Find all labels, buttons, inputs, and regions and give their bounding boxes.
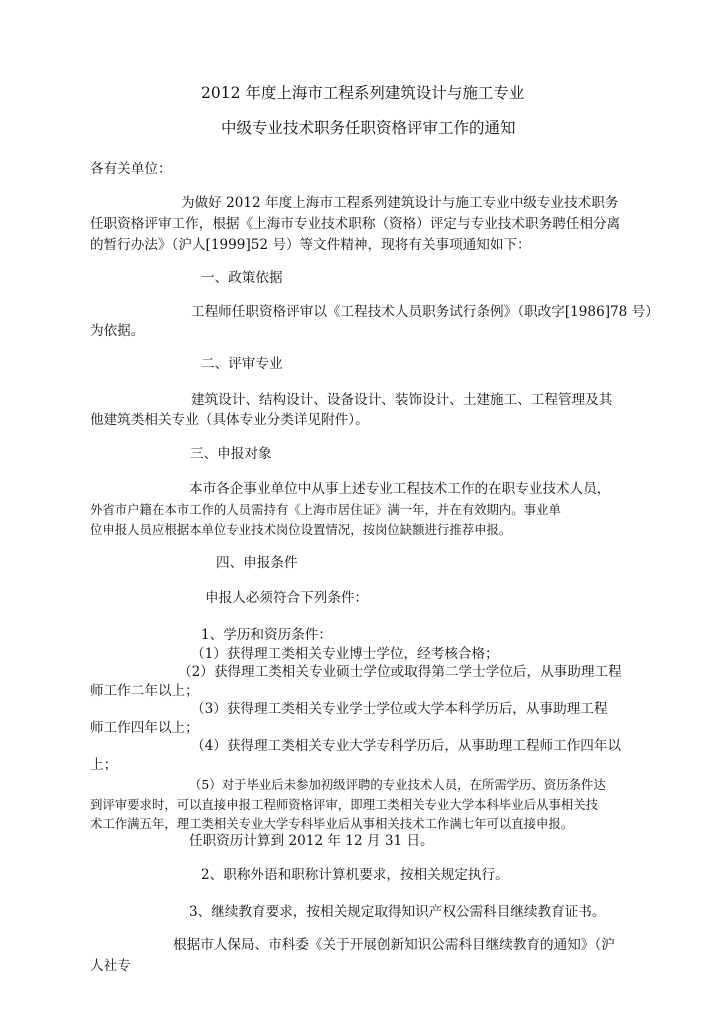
salutation: 各有关单位： [90, 161, 172, 177]
section-text: 本市各企事业单位中从事上述专业工程技术工作的在职专业技术人员， [189, 481, 611, 497]
deadline-note: 任职资历计算到 2012 年 12 月 31 日。 [189, 833, 434, 849]
condition-item: 到评审要求时，可以直接申报工程师资格评审，即理工类相关专业大学本科毕业后从事相关技 [90, 797, 599, 812]
condition-item: （5）对于毕业后未参加初级评聘的专业技术人员，在所需学历、资历条件达 [189, 777, 606, 792]
section-text: 位申报人员应根据本单位专业技术岗位设置情况，按岗位缺额进行推荐申报。 [90, 522, 512, 537]
section-heading-policy: 一、政策依据 [201, 270, 283, 286]
basis-text: 人社专 [90, 958, 131, 974]
section-text: 建筑设计、结构设计、设备设计、装饰设计、土建施工、工程管理及其 [191, 392, 613, 408]
section-heading-specialty: 二、评审专业 [201, 356, 283, 372]
condition-item: （2）获得理工类相关专业硕士学位或取得第二学士学位后，从事助理工程 [178, 664, 622, 680]
subsection-language: 2、职称外语和职称计算机要求，按相关规定执行。 [201, 867, 509, 883]
condition-item: （3）获得理工类相关专业学士学位或大学本科学历后，从事助理工程 [191, 701, 608, 717]
condition-item: 术工作满五年，理工类相关专业大学专科毕业后从事相关技术工作满七年可以直接申报。 [90, 816, 574, 831]
basis-text: 根据市人保局、市科委《关于开展创新知识公需科目继续教育的通知》（沪 [173, 937, 615, 953]
intro-line: 的暂行办法》（沪人[1999]52 号）等文件精神，现将有关事项通知如下： [90, 237, 531, 253]
title-line-1: 2012 年度上海市工程系列建筑设计与施工专业 [201, 84, 525, 102]
section-heading-conditions: 四、申报条件 [216, 555, 298, 571]
section-text: 他建筑类相关专业（具体专业分类详见附件）。 [90, 412, 369, 428]
intro-line: 任职资格评审工作，根据《上海市专业技术职称（资格）评定与专业技术职务聘任相分离 [90, 216, 621, 232]
subsection-education: 3、继续教育要求，按相关规定取得知识产权公需科目继续教育证书。 [189, 904, 606, 920]
section-text: 为依据。 [90, 323, 145, 339]
subsection-heading: 1、学历和资历条件： [201, 627, 332, 643]
condition-item: （4）获得理工类相关专业大学专科学历后，从事助理工程师工作四年以 [191, 738, 622, 754]
condition-item: 师工作二年以上； [90, 683, 199, 699]
intro-line: 为做好 2012 年度上海市工程系列建筑设计与施工专业中级专业技术职务 [181, 195, 619, 211]
condition-item: 上； [90, 757, 118, 773]
section-text: 工程师任职资格评审以《工程技术人员职务试行条例》（职改字[1986]78 号） [191, 304, 659, 320]
condition-item: （1）获得理工类相关专业博士学位，经考核合格； [191, 646, 499, 662]
title-line-2: 中级专业技术职务任职资格评审工作的通知 [221, 119, 516, 137]
section-text: 外省市户籍在本市工作的人员需持有《上海市居住证》满一年，并在有效期内。事业单 [90, 502, 561, 517]
conditions-intro: 申报人必须符合下列条件： [205, 590, 369, 606]
section-heading-applicants: 三、申报对象 [190, 446, 272, 462]
condition-item: 师工作四年以上； [90, 720, 199, 736]
